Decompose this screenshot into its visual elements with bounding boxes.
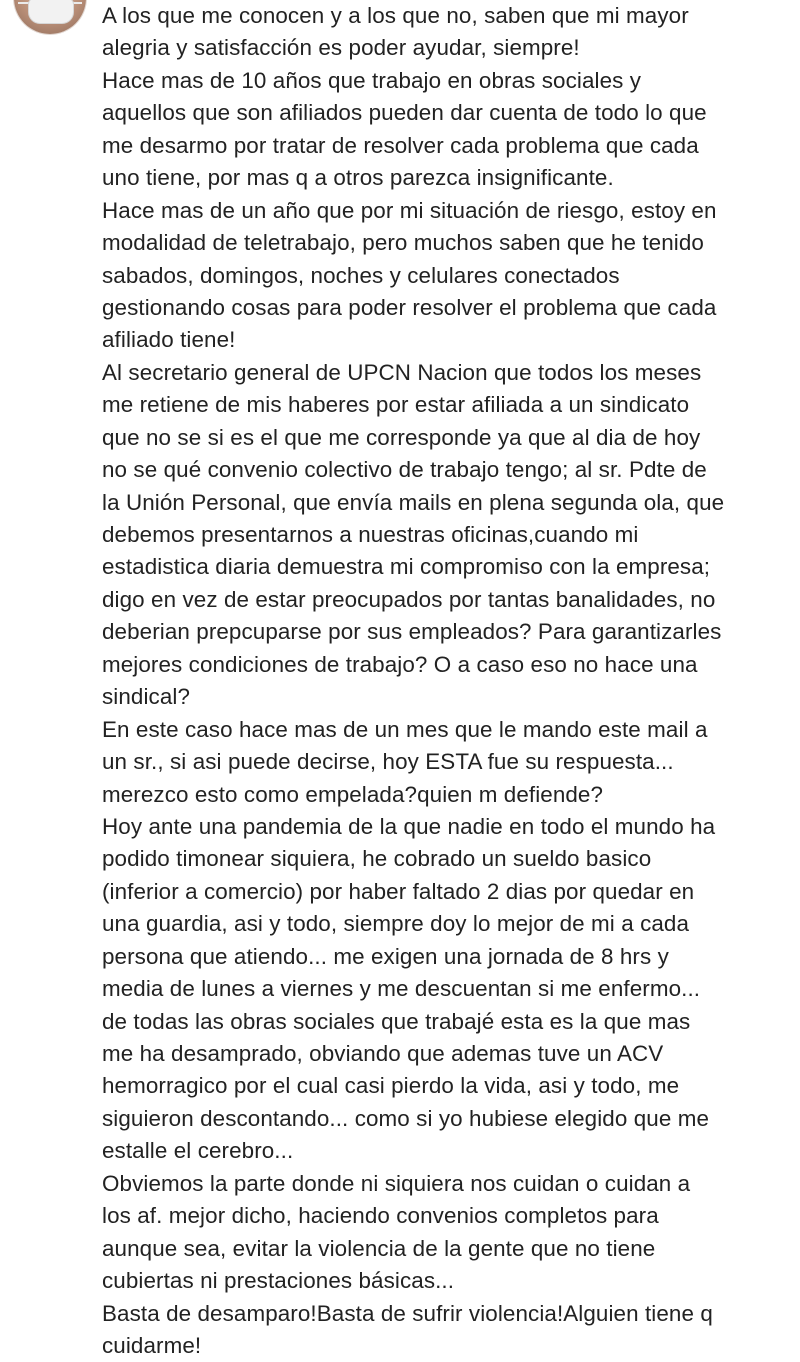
comment-line: aunque sea, evitar la violencia de la gente que no tiene [102, 1235, 656, 1261]
comment-line: de todas las obras sociales que trabajé esta es la que mas [102, 1008, 691, 1034]
comment-line: que no se si es el que me corresponde ya que al dia de hoy [102, 424, 701, 450]
comment-line: debemos presentarnos a nuestras oficinas,cuando mi [102, 522, 639, 547]
comment-line: un sr., si asi puede decirse, hoy ESTA fue su respuesta... [102, 749, 674, 775]
comment-line: estadistica diaria demuestra mi compromiso con la empresa; [102, 554, 711, 580]
comment-line: estalle el cerebro... [102, 1138, 294, 1164]
comment-line: podido timonear siquiera, he cobrado un sueldo basico [102, 846, 652, 872]
comment-line: Hoy ante una pandemia de la que nadie en todo el mundo ha [102, 813, 716, 839]
comment-line: media de lunes a viernes y me descuentan si me enfermo... [102, 976, 701, 1002]
comment-line: me ha desamprado, obviando que ademas tuve un ACV [102, 1041, 664, 1066]
comment-line: cuidarme! [102, 1332, 202, 1358]
comment-line: En este caso hace mas de un mes que le mando este mail a [102, 716, 708, 742]
avatar-face-mask [28, 0, 74, 24]
comment-text [102, 0, 792, 1362]
comment-line: A los que me conocen y a los que no, saben que mi mayor [102, 3, 689, 28]
comment-line: me retiene de mis haberes por estar afiliada a un sindicato [102, 392, 690, 418]
comment-line: una guardia, asi y todo, siempre doy lo mejor de mi a cada [102, 911, 690, 937]
comment-line: hemorragico por el cual casi pierdo la vida, asi y todo, me [102, 1073, 680, 1099]
comment-line: Hace mas de un año que por mi situación de riesgo, estoy en [102, 197, 717, 223]
comment-line: sabados, domingos, noches y celulares conectados [102, 262, 620, 288]
comment-line: modalidad de teletrabajo, pero muchos saben que he tenido [102, 230, 704, 256]
comment-line: persona que atiendo... me exigen una jornada de 8 hrs y [102, 943, 669, 969]
comment-line: deberian prepcuparse por sus empleados? Para garantizarles [102, 619, 722, 645]
comment-line: aquellos que son afiliados pueden dar cuenta de todo lo que [102, 100, 707, 126]
comment-line: afiliado tiene! [102, 327, 236, 353]
comment-line: Hace mas de 10 años que trabajo en obras sociales y [102, 67, 642, 93]
comment-line: cubiertas ni prestaciones básicas... [102, 1268, 455, 1294]
comment-line: la Unión Personal, que envía mails en plena segunda ola, que [102, 489, 725, 515]
comment-line: siguieron descontando... como si yo hubiese elegido que me [102, 1105, 710, 1131]
comment-line: gestionando cosas para poder resolver el problema que cada [102, 294, 717, 320]
comment-line: no se qué convenio colectivo de trabajo tengo; al sr. Pdte de [102, 457, 707, 483]
comment-line: digo en vez de estar preocupados por tantas banalidades, no [102, 586, 716, 612]
comment-line: Al secretario general de UPCN Nacion que todos los meses [102, 359, 702, 385]
comment-line: merezco esto como empelada?quien m defiende? [102, 781, 604, 807]
comment-line: alegria y satisfacción es poder ayudar, siempre! [102, 35, 580, 61]
comment-line: los af. mejor dicho, haciendo convenios completos para [102, 1203, 659, 1229]
comment-line: (inferior a comercio) por haber faltado 2 dias por quedar en [102, 878, 695, 904]
comment-line: me desarmo por tratar de resolver cada problema que cada [102, 132, 699, 158]
comment-line: Obviemos la parte donde ni siquiera nos cuidan o cuidan a [102, 1170, 691, 1196]
comment-line: sindical? [102, 684, 191, 710]
comment-line: Basta de desamparo!Basta de sufrir violencia!Alguien tiene q [102, 1300, 713, 1326]
comment-line: uno tiene, por mas q a otros parezca insignificante. [102, 165, 614, 191]
avatar[interactable] [14, 0, 86, 34]
comment-line: mejores condiciones de trabajo? O a caso eso no hace una [102, 651, 698, 677]
